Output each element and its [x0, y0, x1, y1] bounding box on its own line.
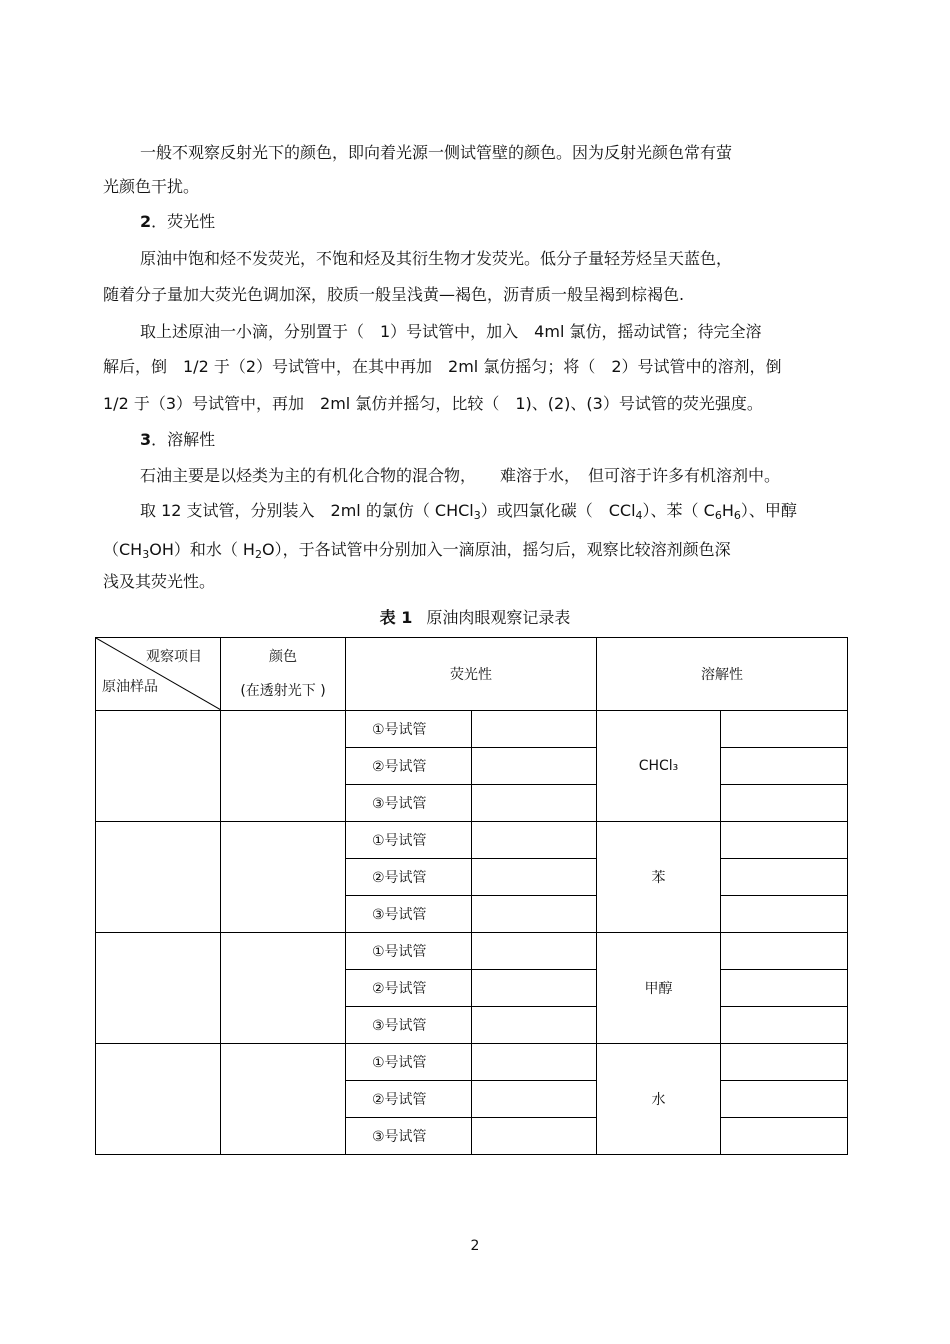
tube-label: ③号试管 [346, 896, 472, 933]
tube-label: ②号试管 [346, 970, 472, 1007]
table-row [96, 1044, 848, 1081]
sample-cell[interactable] [96, 1044, 221, 1155]
solubility-value-cell[interactable] [721, 859, 848, 896]
fluorescence-value-cell[interactable] [472, 711, 597, 748]
section-number: 3 [140, 430, 152, 449]
solubility-value-cell[interactable] [721, 933, 848, 970]
text-run: ）、苯（ C [642, 501, 715, 520]
section-title: 溶解性 [167, 430, 216, 449]
color-cell[interactable] [221, 1044, 346, 1155]
tube-label: ②号试管 [346, 748, 472, 785]
subscript: 3 [473, 509, 481, 522]
solubility-value-cell[interactable] [721, 785, 848, 822]
paragraph-line: 1/2 于（3）号试管中，再加 2ml 氯仿并摇匀，比较（ 1)、(2)、(3）号试管的荧光强度。 [103, 394, 763, 413]
observation-table [95, 637, 848, 1155]
solubility-value-cell[interactable] [721, 711, 848, 748]
tube-label: ③号试管 [346, 785, 472, 822]
color-header-title: 颜色 [269, 649, 297, 665]
subscript: 4 [635, 509, 643, 522]
paragraph-line: 浅及其荧光性。 [103, 572, 216, 591]
color-header-subtitle: (在透射光下 ) [240, 683, 326, 699]
observation-item-label: 观察项目 [146, 649, 202, 665]
color-header [221, 638, 346, 711]
fluorescence-header: 荧光性 [346, 638, 597, 711]
subscript: 2 [254, 548, 262, 561]
solubility-value-cell[interactable] [721, 1118, 848, 1155]
subscript: 6 [733, 509, 741, 522]
section-number: 2 [140, 212, 152, 231]
text-run: ）、甲醇 [740, 501, 797, 520]
solvent-label: 甲醇 [597, 933, 721, 1044]
paragraph-line: 石油主要是以烃类为主的有机化合物的混合物， 难溶于水， 但可溶于许多有机溶剂中。 [140, 466, 781, 485]
paragraph-line: 解后，倒 1/2 于（2）号试管中，在其中再加 2ml 氯仿摇匀；将（ 2）号试管中的溶剂，倒 [103, 357, 782, 376]
text-run: OH）和水（ H [149, 540, 255, 559]
text-run: （CH [103, 540, 143, 559]
section-heading-3: 3．溶解性 [140, 430, 216, 449]
tube-label: ②号试管 [346, 859, 472, 896]
text-run: ）或四氯化碳（ CCl [480, 501, 636, 520]
solubility-value-cell[interactable] [721, 1081, 848, 1118]
table-row [96, 933, 848, 970]
fluorescence-value-cell[interactable] [472, 1044, 597, 1081]
paragraph-line: 取上述原油一小滴，分别置于（ 1）号试管中，加入 4ml 氯仿，摇动试管；待完全溶 [140, 322, 762, 341]
solubility-value-cell[interactable] [721, 748, 848, 785]
text-run: O），于各试管中分别加入一滴原油，摇匀后，观察比较溶剂颜色深 [261, 540, 731, 559]
tube-label: ①号试管 [346, 822, 472, 859]
text-run: H [721, 501, 734, 520]
solubility-value-cell[interactable] [721, 822, 848, 859]
section-heading-2: 2．荧光性 [140, 212, 216, 231]
fluorescence-value-cell[interactable] [472, 859, 597, 896]
color-cell[interactable] [221, 933, 346, 1044]
paragraph-line: 光颜色干扰。 [103, 177, 200, 196]
fluorescence-value-cell[interactable] [472, 785, 597, 822]
subscript: 6 [714, 509, 722, 522]
diagonal-header-cell [96, 638, 221, 711]
tube-label: ①号试管 [346, 1044, 472, 1081]
solvent-label: 水 [597, 1044, 721, 1155]
tube-label: ③号试管 [346, 1118, 472, 1155]
table-row [96, 711, 848, 748]
table-number: 表 1 [379, 608, 413, 627]
fluorescence-value-cell[interactable] [472, 822, 597, 859]
tube-label: ①号试管 [346, 933, 472, 970]
solubility-value-cell[interactable] [721, 896, 848, 933]
fluorescence-value-cell[interactable] [472, 748, 597, 785]
solubility-header: 溶解性 [597, 638, 848, 711]
table-title: 原油肉眼观察记录表 [426, 608, 571, 627]
sample-cell[interactable] [96, 933, 221, 1044]
fluorescence-value-cell[interactable] [472, 1081, 597, 1118]
paragraph-line: 原油中饱和烃不发荧光，不饱和烃及其衍生物才发荧光。低分子量轻芳烃呈天蓝色， [140, 249, 733, 268]
color-cell[interactable] [221, 711, 346, 822]
solubility-value-cell[interactable] [721, 1044, 848, 1081]
solubility-value-cell[interactable] [721, 970, 848, 1007]
solubility-value-cell[interactable] [721, 1007, 848, 1044]
paragraph-line: 随着分子量加大荧光色调加深，胶质一般呈浅黄—褐色，沥青质一般呈褐到棕褐色. [103, 285, 685, 304]
oil-sample-label: 原油样品 [102, 679, 158, 695]
table-header-row [96, 638, 848, 711]
color-cell[interactable] [221, 822, 346, 933]
fluorescence-value-cell[interactable] [472, 933, 597, 970]
table-caption [0, 608, 950, 628]
tube-label: ②号试管 [346, 1081, 472, 1118]
solvent-label: 苯 [597, 822, 721, 933]
fluorescence-value-cell[interactable] [472, 1118, 597, 1155]
paragraph-line: 一般不观察反射光下的颜色，即向着光源一侧试管壁的颜色。因为反射光颜色常有萤 [140, 143, 733, 162]
fluorescence-value-cell[interactable] [472, 896, 597, 933]
text-run: 取 12 支试管，分别装入 2ml 的氯仿（ CHCl [140, 501, 474, 520]
fluorescence-value-cell[interactable] [472, 970, 597, 1007]
solvent-label: CHCl₃ [597, 711, 721, 822]
tube-label: ③号试管 [346, 1007, 472, 1044]
section-title: 荧光性 [167, 212, 216, 231]
fluorescence-value-cell[interactable] [472, 1007, 597, 1044]
page-number: 2 [470, 1238, 480, 1254]
sample-cell[interactable] [96, 822, 221, 933]
paragraph-line [103, 540, 731, 560]
tube-label: ①号试管 [346, 711, 472, 748]
table-row [96, 822, 848, 859]
subscript: 3 [142, 548, 150, 561]
paragraph-line [140, 501, 797, 521]
sample-cell[interactable] [96, 711, 221, 822]
